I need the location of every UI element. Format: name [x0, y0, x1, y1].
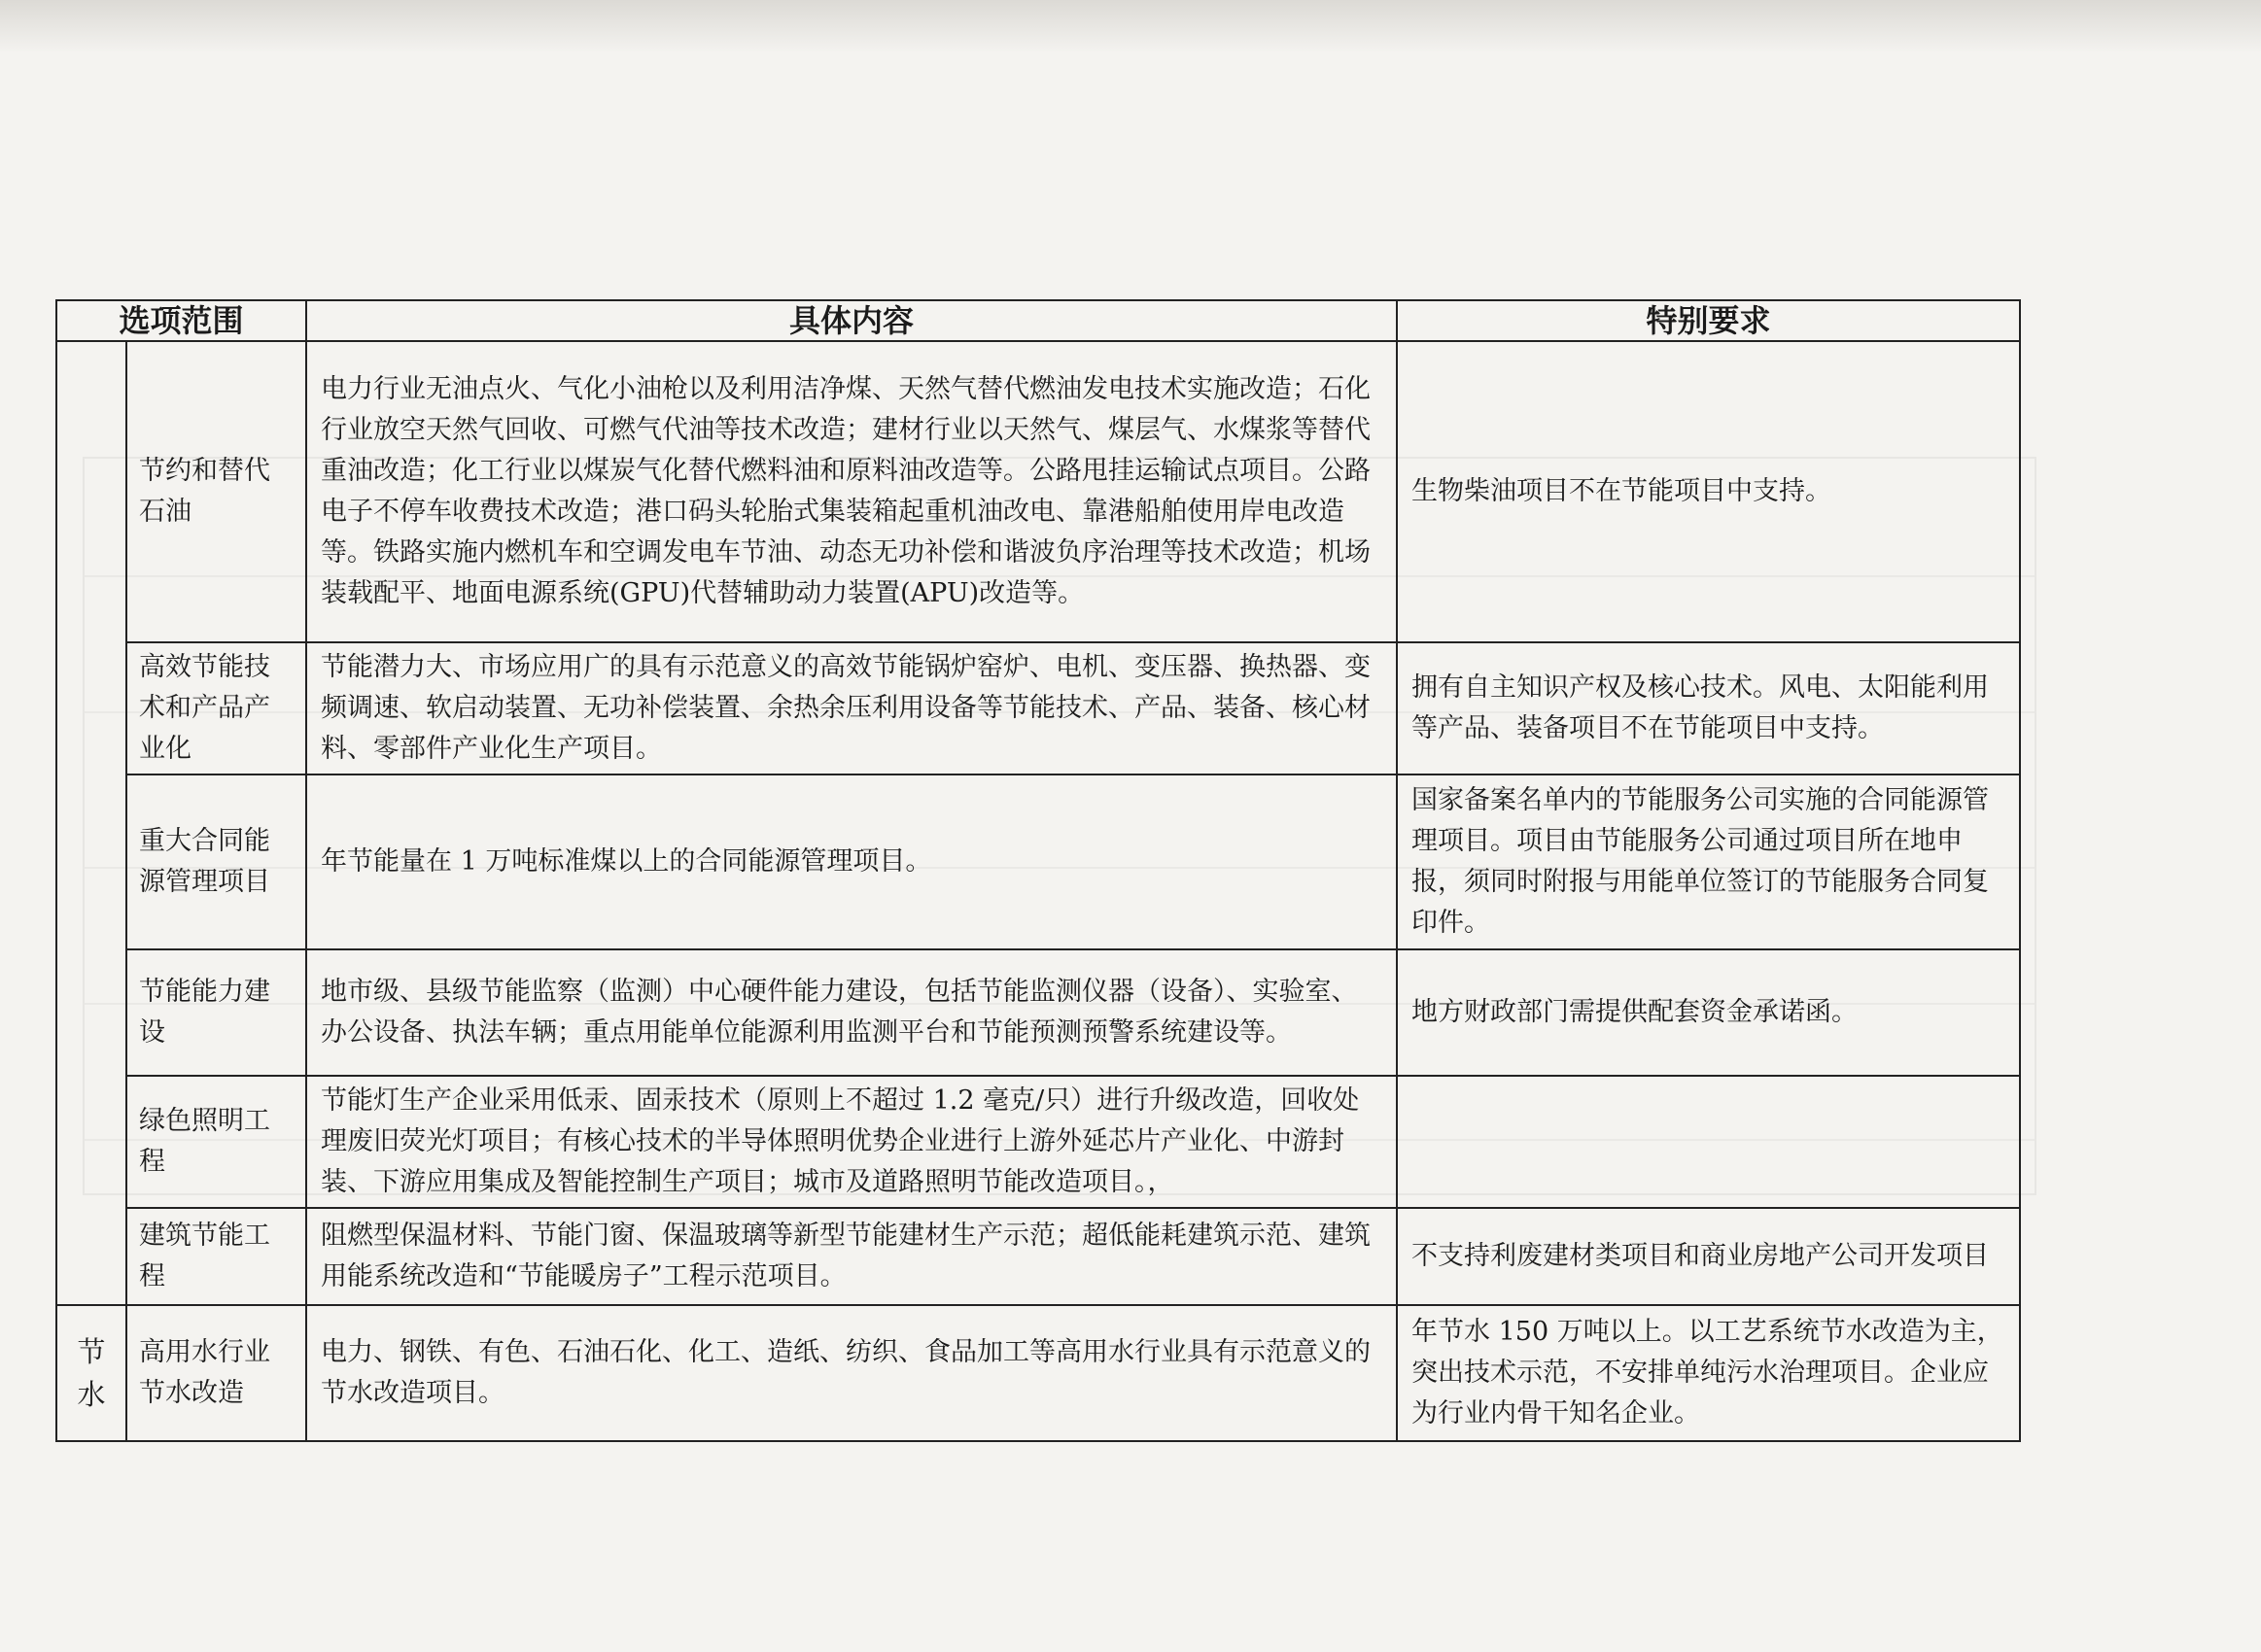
content-cell: 电力、钢铁、有色、石油石化、化工、造纸、纺织、食品加工等高用水行业具有示范意义的节水改造项目。 — [306, 1305, 1397, 1441]
content-cell: 阻燃型保温材料、节能门窗、保温玻璃等新型节能建材生产示范；超低能耗建筑示范、建筑用能系统改造和“节能暖房子”工程示范项目。 — [306, 1208, 1397, 1305]
content-cell: 年节能量在 1 万吨标准煤以上的合同能源管理项目。 — [306, 774, 1397, 949]
subcategory-cell: 高效节能技术和产品产业化 — [126, 642, 306, 774]
table-row — [56, 1208, 2020, 1305]
header-scope: 选项范围 — [56, 300, 306, 341]
category-cell-water — [56, 1305, 126, 1441]
requirement-cell: 地方财政部门需提供配套资金承诺函。 — [1397, 949, 2020, 1076]
requirement-cell: 年节水 150 万吨以上。以工艺系统节水改造为主，突出技术示范，不安排单纯污水治理项目。企业应为行业内骨干知名企业。 — [1397, 1305, 2020, 1441]
header-content: 具体内容 — [306, 300, 1397, 341]
content-cell: 节能灯生产企业采用低汞、固汞技术（原则上不超过 1.2 毫克/只）进行升级改造，回收处理废旧荧光灯项目；有核心技术的半导体照明优势企业进行上游外延芯片产业化、中游封装、下游应用集成及智能控制生产项目；城市及道路照明节能改造项目。， — [306, 1076, 1397, 1208]
table-row — [56, 949, 2020, 1076]
subcategory-cell: 节能能力建设 — [126, 949, 306, 1076]
category-cell-energy — [56, 341, 126, 1305]
requirement-cell: 国家备案名单内的节能服务公司实施的合同能源管理项目。项目由节能服务公司通过项目所在地申报，须同时附报与用能单位签订的节能服务合同复印件。 — [1397, 774, 2020, 949]
table-header-row — [56, 300, 2020, 341]
requirement-cell: 拥有自主知识产权及核心技术。风电、太阳能利用等产品、装备项目不在节能项目中支持。 — [1397, 642, 2020, 774]
subcategory-cell: 节约和替代石油 — [126, 341, 306, 642]
requirement-cell — [1397, 1076, 2020, 1208]
scan-edge-shadow — [0, 0, 2261, 53]
table-row — [56, 341, 2020, 642]
subcategory-cell: 建筑节能工程 — [126, 1208, 306, 1305]
requirement-cell: 生物柴油项目不在节能项目中支持。 — [1397, 341, 2020, 642]
content-cell: 节能潜力大、市场应用广的具有示范意义的高效节能锅炉窑炉、电机、变压器、换热器、变频调速、软启动装置、无功补偿装置、余热余压利用设备等节能技术、产品、装备、核心材料、零部件产业化生产项目。 — [306, 642, 1397, 774]
subcategory-cell: 绿色照明工程 — [126, 1076, 306, 1208]
header-requirements: 特别要求 — [1397, 300, 2020, 341]
table-row — [56, 1076, 2020, 1208]
content-cell: 电力行业无油点火、气化小油枪以及利用洁净煤、天然气替代燃油发电技术实施改造；石化行业放空天然气回收、可燃气代油等技术改造；建材行业以天然气、煤层气、水煤浆等替代重油改造；化工行业以煤炭气化替代燃料油和原料油改造等。公路甩挂运输试点项目。公路电子不停车收费技术改造；港口码头轮胎式集装箱起重机油改电、靠港船舶使用岸电改造等。铁路实施内燃机车和空调发电车节油、动态无功补偿和谐波负序治理等技术改造；机场装载配平、地面电源系统(GPU)代替辅助动力装置(APU)改造等。 — [306, 341, 1397, 642]
requirement-cell: 不支持利废建材类项目和商业房地产公司开发项目 — [1397, 1208, 2020, 1305]
subcategory-cell: 重大合同能源管理项目 — [126, 774, 306, 949]
project-scope-table — [55, 299, 2021, 1442]
table-row — [56, 642, 2020, 774]
category-label-water: 节水 — [77, 1334, 106, 1411]
table-row — [56, 1305, 2020, 1441]
subcategory-cell: 高用水行业节水改造 — [126, 1305, 306, 1441]
content-cell: 地市级、县级节能监察（监测）中心硬件能力建设，包括节能监测仪器（设备）、实验室、办公设备、执法车辆；重点用能单位能源利用监测平台和节能预测预警系统建设等。 — [306, 949, 1397, 1076]
table-row — [56, 774, 2020, 949]
